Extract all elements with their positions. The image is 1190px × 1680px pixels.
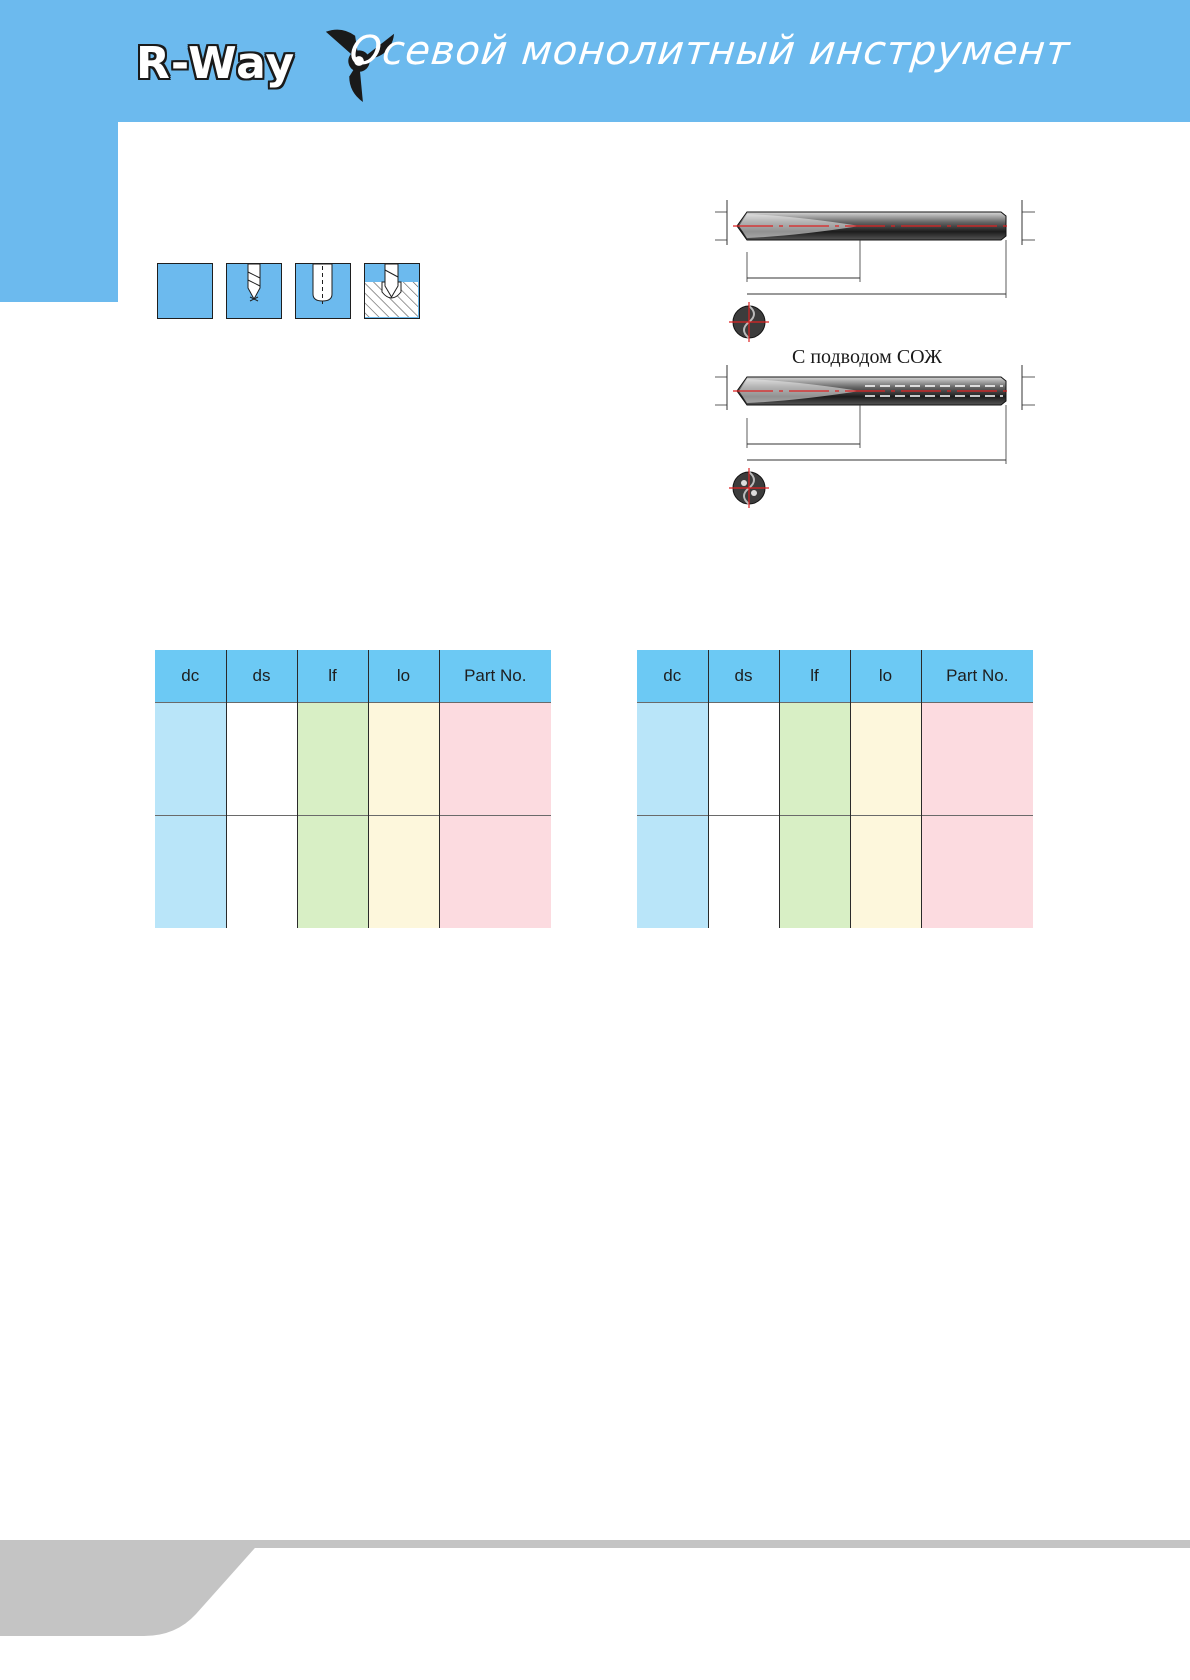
cell-lf [779, 816, 850, 929]
logo-text: R-Way [136, 38, 296, 89]
spec-table-left [155, 650, 551, 928]
cell-dc [155, 816, 226, 929]
cell-part-no [921, 703, 1033, 816]
col-header-dc: dc [637, 650, 708, 703]
cell-dc [637, 816, 708, 929]
col-header-lo: lo [850, 650, 921, 703]
cell-part-no [439, 703, 551, 816]
cell-lf [297, 816, 368, 929]
cell-lo [850, 703, 921, 816]
cell-lo [368, 703, 439, 816]
col-header-ds: ds [708, 650, 779, 703]
table-header-row [155, 650, 551, 703]
col-header-dc: dc [155, 650, 226, 703]
blind-hole-icon [295, 263, 351, 319]
spot-drill-in-material-icon [364, 263, 420, 319]
col-header-ds: ds [226, 650, 297, 703]
cell-lf [297, 703, 368, 816]
header-title: Осевой монолитный инструмент [347, 28, 1073, 74]
table-header-row [637, 650, 1033, 703]
col-header-lo: lo [368, 650, 439, 703]
table-row [637, 703, 1033, 816]
cell-lo [850, 816, 921, 929]
side-tab [0, 122, 118, 302]
cell-lf [779, 703, 850, 816]
col-header-lf: lf [779, 650, 850, 703]
cell-ds [708, 703, 779, 816]
col-header-part-no: Part No. [439, 650, 551, 703]
cell-lo [368, 816, 439, 929]
cell-part-no [439, 816, 551, 929]
drill-coolant-view [715, 365, 1035, 508]
drill-top-view [715, 200, 1035, 342]
footer-band [0, 1540, 1190, 1680]
plain-blue-square-icon [157, 263, 213, 319]
drill-entering-material-icon [226, 263, 282, 319]
coolant-label: С подводом СОЖ [792, 346, 943, 368]
col-header-part-no: Part No. [921, 650, 1033, 703]
cell-ds [226, 816, 297, 929]
cell-ds [226, 703, 297, 816]
cell-ds [708, 816, 779, 929]
table-row [155, 816, 551, 929]
table-row [637, 816, 1033, 929]
col-header-lf: lf [297, 650, 368, 703]
table-row [155, 703, 551, 816]
cell-dc [637, 703, 708, 816]
application-icons [157, 263, 422, 323]
cell-dc [155, 703, 226, 816]
cell-part-no [921, 816, 1033, 929]
spec-table-right [637, 650, 1033, 928]
